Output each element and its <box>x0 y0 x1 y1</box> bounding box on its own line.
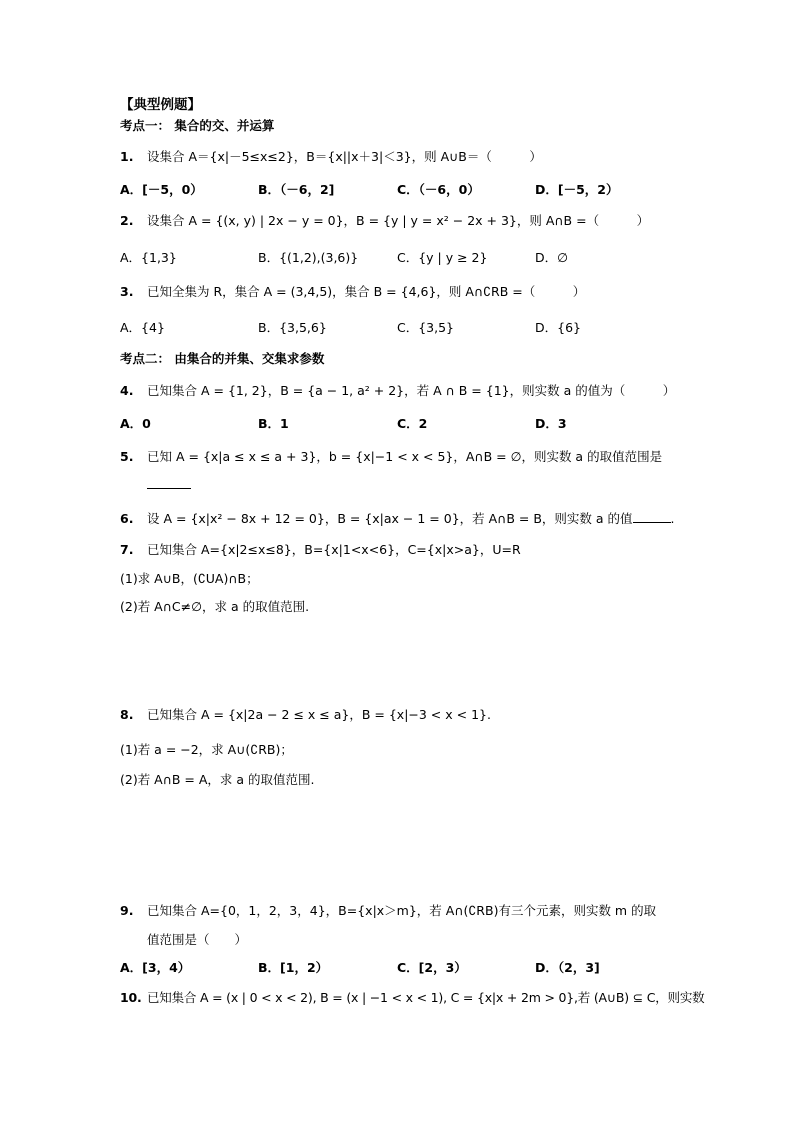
q7-part-1: (1)求 A∪B，(∁UA)∩B； <box>120 571 259 586</box>
q4-option-a: A．0 <box>120 416 151 431</box>
topic-2-title: 考点二： 由集合的并集、交集求参数 <box>120 351 325 366</box>
q9-option-d: D．（2，3] <box>535 960 600 975</box>
question-stem: 设集合 A＝{x|－5≤x≤2}，B＝{x||x＋3|＜3}，则 A∪B＝（ ） <box>147 149 542 164</box>
q1-option-d: D．[－5，2） <box>535 182 619 197</box>
q2-option-b: B．{(1,2),(3,6)} <box>258 250 359 265</box>
question-stem: 设集合 A = {(x, y) | 2x − y = 0}，B = {y | y = x² − 2x + 3}，则 A∩B =（ ） <box>147 213 650 228</box>
question-number: 10. <box>120 990 142 1005</box>
question-number: 2. <box>120 213 134 228</box>
question-number: 4. <box>120 383 134 398</box>
q9-option-b: B．[1，2） <box>258 960 329 975</box>
question-8 <box>120 706 491 724</box>
section-heading: 【典型例题】 <box>120 97 201 113</box>
question-5 <box>120 448 662 466</box>
question-stem: 已知集合 A = {x|2a − 2 ≤ x ≤ a}，B = {x|−3 < x < 1}. <box>147 707 491 722</box>
question-7 <box>120 541 521 559</box>
question-number: 7. <box>120 542 134 557</box>
q4-option-b: B．1 <box>258 416 289 431</box>
question-1 <box>120 148 542 166</box>
q1-option-c: C．（－6，0） <box>397 182 480 197</box>
question-9 <box>120 902 656 920</box>
q3-option-d: D．{6} <box>535 320 581 335</box>
question-end: . <box>670 511 675 526</box>
question-number: 9. <box>120 903 134 918</box>
question-stem: 已知集合 A = {1, 2}，B = {a − 1, a² + 2}，若 A ∩ B = {1}，则实数 a 的值为（ ） <box>147 383 676 398</box>
q1-option-b: B．（－6，2] <box>258 182 335 197</box>
question-6 <box>120 510 675 528</box>
question-number: 6. <box>120 511 134 526</box>
question-3 <box>120 283 585 301</box>
question-stem: 已知集合 A = (x | 0 < x < 2), B = (x | −1 < x < 1), C = {x|x + 2m > 0},若 (A∪B) ⊆ C，则实数 <box>147 990 705 1005</box>
question-number: 1. <box>120 149 134 164</box>
q2-option-d: D．∅ <box>535 250 569 265</box>
question-stem: 已知集合 A={x|2≤x≤8}，B={x|1<x<6}，C={x|x>a}，U=R <box>147 542 521 557</box>
q8-part-1: (1)若 a = −2，求 A∪(∁RB)； <box>120 742 293 757</box>
question-9-continued: 值范围是（ ） <box>147 932 248 947</box>
q2-option-a: A．{1,3} <box>120 250 177 265</box>
q9-option-a: A．[3，4） <box>120 960 191 975</box>
q3-option-a: A．{4} <box>120 320 165 335</box>
question-number: 8. <box>120 707 134 722</box>
question-stem: 已知全集为 R，集合 A = (3,4,5)，集合 B = {4,6}，则 A∩∁RB =（ ） <box>147 284 586 299</box>
q1-option-a: A．[－5，0） <box>120 182 203 197</box>
question-stem: 已知集合 A={0，1，2，3，4}，B={x|x＞m}，若 A∩(∁RB)有三个元素，则实数 m 的取 <box>147 903 657 918</box>
q3-option-c: C．{3,5} <box>397 320 455 335</box>
question-stem: 设 A = {x|x² − 8x + 12 = 0}，B = {x|ax − 1 = 0}，若 A∩B = B，则实数 a 的值 <box>147 511 633 526</box>
question-2 <box>120 212 649 230</box>
q3-option-b: B．{3,5,6} <box>258 320 327 335</box>
question-number: 3. <box>120 284 134 299</box>
q4-option-c: C．2 <box>397 416 428 431</box>
question-stem: 已知 A = {x|a ≤ x ≤ a + 3}，b = {x|−1 < x < 5}，A∩B = ∅，则实数 a 的取值范围是 <box>147 449 663 464</box>
topic-1-title: 考点一： 集合的交、并运算 <box>120 118 275 133</box>
q9-option-c: C．[2，3） <box>397 960 467 975</box>
answer-blank <box>633 510 671 523</box>
q2-option-c: C．{y | y ≥ 2} <box>397 250 488 265</box>
question-10 <box>120 989 704 1007</box>
q7-part-2: (2)若 A∩C≠∅，求 a 的取值范围. <box>120 599 310 614</box>
question-number: 5. <box>120 449 134 464</box>
question-4 <box>120 382 675 400</box>
q8-part-2: (2)若 A∩B = A，求 a 的取值范围. <box>120 772 315 787</box>
answer-blank <box>147 476 191 494</box>
q4-option-d: D．3 <box>535 416 567 431</box>
